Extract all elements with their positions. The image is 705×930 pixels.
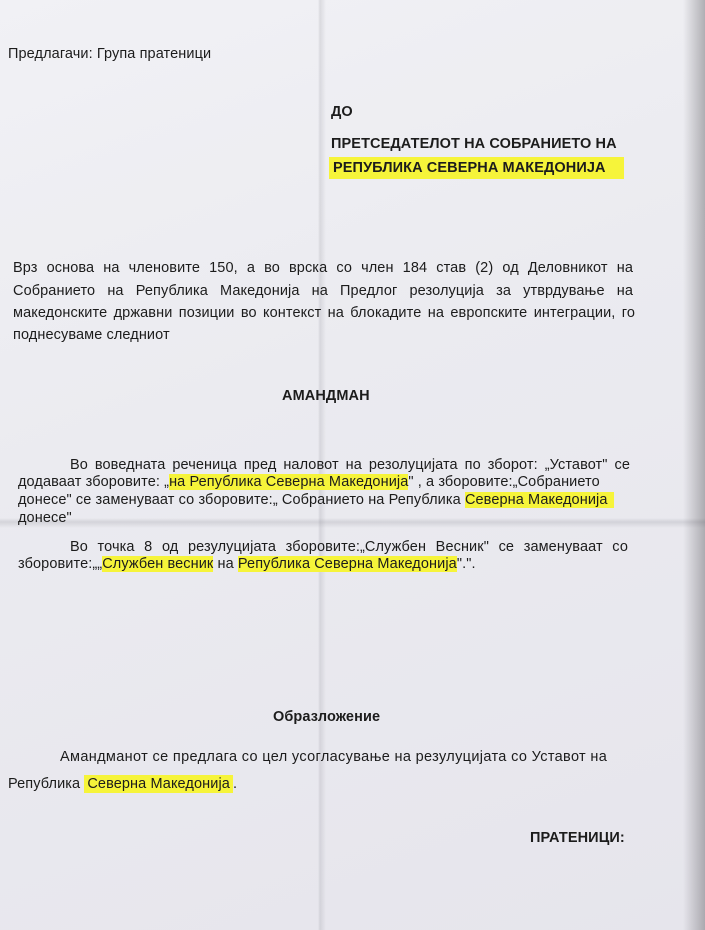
amendment-p2-line-1: Во точка 8 од резулуцијата зборовите:„Службен Весник" се заменуваат со bbox=[70, 539, 628, 555]
page-edge-shadow bbox=[683, 0, 705, 930]
explanation-line-2 bbox=[8, 776, 237, 792]
explanation-line-1: Амандманот се предлага со цел усогласување на резулуцијата со Уставот на bbox=[60, 749, 608, 765]
text-segment: донесе" се заменуваат со зборовите:„ Собранието на Република bbox=[18, 492, 465, 508]
text-segment: . bbox=[232, 776, 238, 792]
addressee-to: ДО bbox=[331, 104, 353, 120]
amendment-p1-line-2 bbox=[18, 474, 600, 490]
text-segment: додаваат зборовите: „ bbox=[18, 474, 170, 490]
text-segment: " , а зборовите:„Собранието bbox=[408, 474, 600, 490]
intro-line-3: македонските државни позиции во контекст на блокадите на европските интеграции, го bbox=[13, 305, 635, 321]
proposer-line: Предлагачи: Група пратеници bbox=[8, 46, 212, 62]
highlight-phrase: Република Северна Македонија bbox=[237, 556, 457, 572]
amendment-p1-line-4: донесе" bbox=[18, 510, 72, 526]
amendment-p2-line-2 bbox=[18, 556, 476, 572]
addressee-line-1: ПРЕТСЕДАТЕЛОТ НА СОБРАНИЕТО НА bbox=[331, 136, 617, 152]
intro-line-2: Собранието на Република Македонија на Предлог резолуција за утврдување на bbox=[13, 283, 633, 299]
amendment-p1-line-3 bbox=[18, 492, 614, 508]
amendment-title: АМАНДМАН bbox=[282, 388, 370, 404]
text-segment: на bbox=[213, 556, 238, 572]
highlight-country-name: РЕПУБЛИКА СЕВЕРНА МАКЕДОНИЈА bbox=[329, 157, 624, 179]
addressee-line-2 bbox=[329, 160, 624, 176]
intro-line-1: Врз основа на членовите 150, а во врска со член 184 став (2) од Деловникот на bbox=[13, 260, 633, 276]
explanation-title: Образложение bbox=[273, 709, 381, 725]
highlight-phrase: Службен весник bbox=[102, 556, 214, 572]
text-segment: зборовите:„„ bbox=[18, 556, 103, 572]
highlight-phrase: Северна Македонија bbox=[465, 492, 614, 508]
highlight-phrase: на Република Северна Македонија bbox=[169, 474, 409, 490]
signature-label: ПРАТЕНИЦИ: bbox=[530, 830, 625, 846]
amendment-p1-line-1: Во воведната реченица пред наловот на резолуцијата по зборот: „Уставот" се bbox=[70, 457, 630, 473]
highlight-phrase: Северна Македонија bbox=[84, 775, 233, 793]
text-segment: Република bbox=[8, 776, 85, 792]
intro-line-4: поднесуваме следниот bbox=[13, 327, 170, 343]
text-segment: ".". bbox=[456, 556, 476, 572]
